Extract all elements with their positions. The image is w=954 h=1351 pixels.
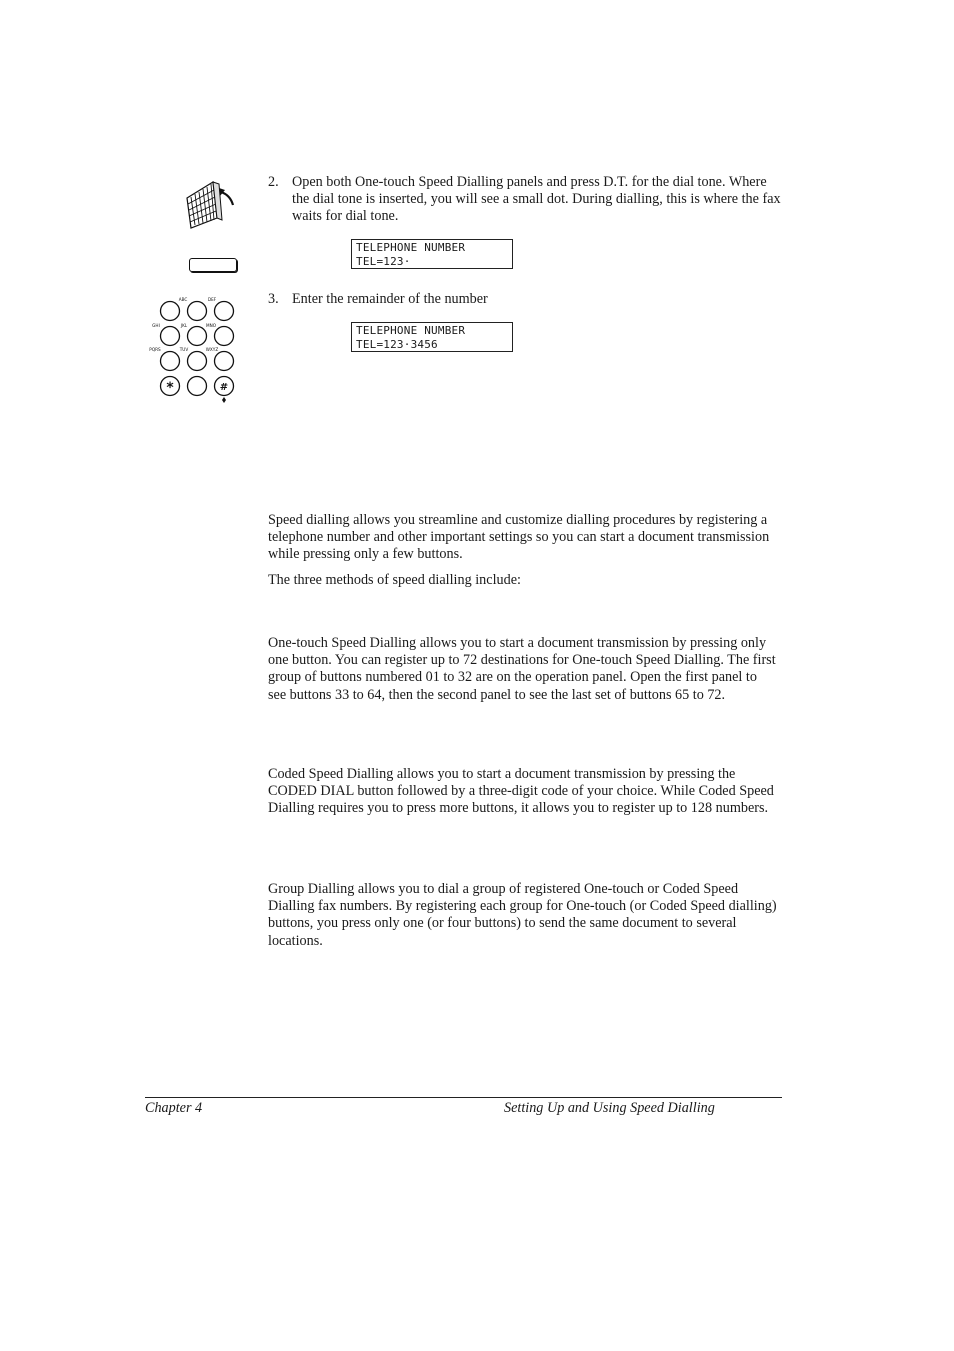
lcd-line-2: TEL=123·	[356, 254, 411, 268]
keypad-letters: MNO	[205, 323, 217, 328]
lcd-line-2: TEL=123·3456	[356, 337, 438, 351]
step-3	[268, 291, 778, 309]
step-text: Enter the remainder of the number	[292, 291, 488, 307]
group-dialling-paragraph: Group Dialling allows you to dial a group of registered One-touch or Coded Speed Dialling fax numbers. By registering each group for One-touch (or Coded Speed dialling) buttons, you press only one (or four buttons) to send the same document to several locations.	[268, 881, 777, 949]
step-2	[268, 174, 781, 226]
keypad-letters: TUV	[179, 347, 189, 352]
keypad-letters: JKL	[180, 323, 188, 328]
methods-paragraph: The three methods of speed dialling include:	[268, 572, 521, 588]
footer-title: Setting Up and Using Speed Dialling	[504, 1100, 715, 1116]
keypad-letters: GHI	[152, 323, 160, 328]
intro-paragraph: Speed dialling allows you streamline and customize dialling procedures by registering a telephone number and other important settings so you can start a document transmission while pressing only a few buttons.	[268, 512, 770, 563]
dial-tone-button-icon	[189, 258, 237, 272]
keypad-hash: #	[219, 382, 229, 393]
panel-open-icon	[183, 178, 239, 230]
one-touch-paragraph: One-touch Speed Dialling allows you to start a document transmission by pressing only one button. You can register up to 72 destinations for One-touch Speed Dialling. The first group of buttons numbered 01 to 32 are on the operation panel. Open the first panel to see buttons 33 to 64, then the second panel to see the last set of buttons 65 to 72.	[268, 635, 776, 703]
lcd-line-1: TELEPHONE NUMBER	[356, 241, 466, 254]
lcd-display	[351, 322, 513, 352]
coded-dialling-paragraph: Coded Speed Dialling allows you to start a document transmission by pressing the CODED DIAL button followed by a three-digit code of your choice. While Coded Speed Dialling requires you to press more buttons, it allows you to register up to 128 numbers.	[268, 766, 774, 817]
keypad-star: *	[166, 380, 174, 396]
step-text: Open both One-touch Speed Dialling panels and press D.T. for the dial tone. Where the dial tone is inserted, you will see a small dot. During dialling, this is where the fax waits for dial tone.	[292, 174, 781, 224]
lcd-line-1: TELEPHONE NUMBER	[356, 324, 466, 337]
footer-chapter: Chapter 4	[145, 1100, 203, 1116]
step-number: 2.	[268, 174, 279, 190]
keypad-letters: DEF	[207, 297, 217, 302]
lcd-display	[351, 239, 513, 269]
keypad-letters: ABC	[178, 297, 188, 302]
footer-rule	[145, 1097, 782, 1098]
keypad-letters: PQRS	[149, 347, 161, 352]
step-number: 3.	[268, 291, 279, 307]
keypad-letters: WXYZ	[205, 347, 219, 352]
keypad-icon	[146, 293, 242, 405]
